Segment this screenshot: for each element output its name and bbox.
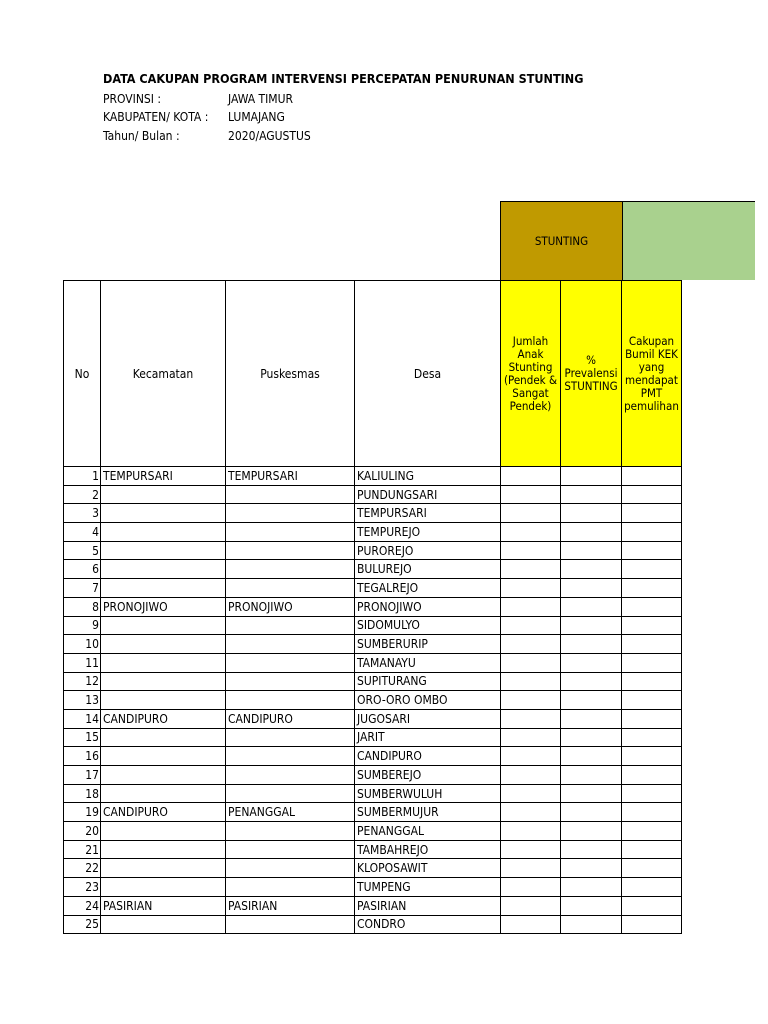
table-row xyxy=(64,597,682,616)
table-row xyxy=(64,653,682,672)
cell-prevalensi[interactable] xyxy=(561,840,622,859)
cell-prevalensi[interactable] xyxy=(561,728,622,747)
cell-jumlah[interactable] xyxy=(501,859,561,878)
cell-jumlah[interactable] xyxy=(501,747,561,766)
table-row xyxy=(64,766,682,785)
cell-prevalensi[interactable] xyxy=(561,672,622,691)
cell-cakupan[interactable] xyxy=(622,653,682,672)
cell-cakupan[interactable] xyxy=(622,859,682,878)
cell-kecamatan[interactable] xyxy=(101,579,226,598)
cell-kecamatan[interactable]: PRONOJIWO xyxy=(101,597,226,616)
cell-jumlah[interactable] xyxy=(501,822,561,841)
cell-no[interactable]: 23 xyxy=(64,878,101,897)
cell-jumlah[interactable] xyxy=(501,635,561,654)
stunting-group-header[interactable] xyxy=(500,201,622,280)
cell-desa[interactable]: TUMPENG xyxy=(355,878,501,897)
cell-no[interactable]: 5 xyxy=(64,541,101,560)
cell-puskesmas[interactable] xyxy=(226,653,355,672)
tahun-value: 2020/AGUSTUS xyxy=(228,129,311,143)
cell-jumlah[interactable] xyxy=(501,560,561,579)
cell-puskesmas[interactable]: PASIRIAN xyxy=(226,896,355,915)
table-row xyxy=(64,691,682,710)
cell-cakupan[interactable] xyxy=(622,728,682,747)
cell-kecamatan[interactable] xyxy=(101,766,226,785)
provinsi-value: JAWA TIMUR xyxy=(228,92,294,106)
cell-prevalensi[interactable] xyxy=(561,579,622,598)
cell-prevalensi[interactable] xyxy=(561,878,622,897)
cell-kecamatan[interactable] xyxy=(101,859,226,878)
cell-desa[interactable]: KALIULING xyxy=(355,467,501,486)
cell-prevalensi[interactable] xyxy=(561,915,622,934)
cell-puskesmas[interactable]: PRONOJIWO xyxy=(226,597,355,616)
cell-cakupan[interactable] xyxy=(622,579,682,598)
cell-no[interactable]: 4 xyxy=(64,523,101,542)
cell-kecamatan[interactable] xyxy=(101,635,226,654)
cell-cakupan[interactable] xyxy=(622,766,682,785)
cell-no[interactable]: 24 xyxy=(64,896,101,915)
cell-prevalensi[interactable] xyxy=(561,467,622,486)
cell-desa[interactable]: PUNDUNGSARI xyxy=(355,485,501,504)
table-row xyxy=(64,896,682,915)
cell-puskesmas[interactable]: PENANGGAL xyxy=(226,803,355,822)
cell-puskesmas[interactable]: TEMPURSARI xyxy=(226,467,355,486)
cell-puskesmas[interactable] xyxy=(226,840,355,859)
table-row xyxy=(64,672,682,691)
green-group-header[interactable] xyxy=(622,201,755,280)
cell-jumlah[interactable] xyxy=(501,616,561,635)
cell-kecamatan[interactable] xyxy=(101,840,226,859)
cell-desa[interactable]: TEMPUREJO xyxy=(355,523,501,542)
cell-jumlah[interactable] xyxy=(501,467,561,486)
cell-jumlah[interactable] xyxy=(501,504,561,523)
cell-puskesmas[interactable] xyxy=(226,784,355,803)
table-row xyxy=(64,635,682,654)
cell-prevalensi[interactable] xyxy=(561,822,622,841)
cell-desa[interactable]: SUMBEREJO xyxy=(355,766,501,785)
cell-cakupan[interactable] xyxy=(622,560,682,579)
cell-cakupan[interactable] xyxy=(622,467,682,486)
cell-puskesmas[interactable] xyxy=(226,579,355,598)
kabupaten-line xyxy=(103,110,285,125)
table-row xyxy=(64,560,682,579)
cell-no[interactable]: 14 xyxy=(64,709,101,728)
cell-jumlah[interactable] xyxy=(501,915,561,934)
cell-no[interactable]: 22 xyxy=(64,859,101,878)
tahun-line xyxy=(103,129,311,144)
cell-jumlah[interactable] xyxy=(501,597,561,616)
cell-kecamatan[interactable] xyxy=(101,878,226,897)
cell-no[interactable]: 10 xyxy=(64,635,101,654)
cell-desa[interactable]: CANDIPURO xyxy=(355,747,501,766)
kabupaten-value: LUMAJANG xyxy=(228,110,285,124)
cell-no[interactable]: 25 xyxy=(64,915,101,934)
cell-jumlah[interactable] xyxy=(501,672,561,691)
cell-jumlah[interactable] xyxy=(501,653,561,672)
cell-desa[interactable]: TEGALREJO xyxy=(355,579,501,598)
cell-cakupan[interactable] xyxy=(622,672,682,691)
header-kecamatan[interactable]: Kecamatan xyxy=(101,281,226,467)
table-row xyxy=(64,709,682,728)
cell-no[interactable]: 1 xyxy=(64,467,101,486)
cell-no[interactable]: 18 xyxy=(64,784,101,803)
cell-no[interactable]: 19 xyxy=(64,803,101,822)
cell-no[interactable]: 16 xyxy=(64,747,101,766)
cell-jumlah[interactable] xyxy=(501,803,561,822)
table-row xyxy=(64,504,682,523)
cell-kecamatan[interactable]: TEMPURSARI xyxy=(101,467,226,486)
cell-desa[interactable]: JARIT xyxy=(355,728,501,747)
cell-desa[interactable]: PASIRIAN xyxy=(355,896,501,915)
cell-prevalensi[interactable] xyxy=(561,616,622,635)
cell-cakupan[interactable] xyxy=(622,691,682,710)
cell-kecamatan[interactable] xyxy=(101,784,226,803)
cell-no[interactable]: 6 xyxy=(64,560,101,579)
cell-desa[interactable]: SUMBERURIP xyxy=(355,635,501,654)
cell-kecamatan[interactable]: CANDIPURO xyxy=(101,803,226,822)
cell-desa[interactable]: TEMPURSARI xyxy=(355,504,501,523)
cell-desa[interactable]: SUPITURANG xyxy=(355,672,501,691)
cell-cakupan[interactable] xyxy=(622,541,682,560)
cell-prevalensi[interactable] xyxy=(561,485,622,504)
cell-no[interactable]: 3 xyxy=(64,504,101,523)
cell-kecamatan[interactable] xyxy=(101,747,226,766)
cell-cakupan[interactable] xyxy=(622,896,682,915)
cell-puskesmas[interactable] xyxy=(226,504,355,523)
cell-desa[interactable]: BULUREJO xyxy=(355,560,501,579)
table-row xyxy=(64,747,682,766)
cell-cakupan[interactable] xyxy=(622,803,682,822)
cell-desa[interactable]: JUGOSARI xyxy=(355,709,501,728)
cell-jumlah[interactable] xyxy=(501,728,561,747)
cell-puskesmas[interactable] xyxy=(226,859,355,878)
table-header-row xyxy=(64,281,682,467)
cell-kecamatan[interactable] xyxy=(101,541,226,560)
cell-kecamatan[interactable] xyxy=(101,691,226,710)
cell-jumlah[interactable] xyxy=(501,784,561,803)
table-row xyxy=(64,840,682,859)
table-row xyxy=(64,579,682,598)
cell-cakupan[interactable] xyxy=(622,485,682,504)
cell-desa[interactable]: SUMBERMUJUR xyxy=(355,803,501,822)
table-row xyxy=(64,784,682,803)
cell-kecamatan[interactable] xyxy=(101,616,226,635)
stunting-group-label: STUNTING xyxy=(534,234,589,248)
cell-puskesmas[interactable] xyxy=(226,560,355,579)
table-row xyxy=(64,523,682,542)
header-cakupan-bumil-kek[interactable]: Cakupan Bumil KEK yang mendapat PMT pemulihan xyxy=(622,281,682,467)
table-row xyxy=(64,859,682,878)
cell-puskesmas[interactable] xyxy=(226,822,355,841)
cell-cakupan[interactable] xyxy=(622,504,682,523)
cell-prevalensi[interactable] xyxy=(561,803,622,822)
cell-no[interactable]: 20 xyxy=(64,822,101,841)
cell-prevalensi[interactable] xyxy=(561,635,622,654)
cell-puskesmas[interactable] xyxy=(226,747,355,766)
cell-jumlah[interactable] xyxy=(501,541,561,560)
cell-prevalensi[interactable] xyxy=(561,709,622,728)
cell-kecamatan[interactable] xyxy=(101,504,226,523)
cell-kecamatan[interactable] xyxy=(101,728,226,747)
cell-desa[interactable]: TAMANAYU xyxy=(355,653,501,672)
cell-prevalensi[interactable] xyxy=(561,784,622,803)
cell-kecamatan[interactable] xyxy=(101,653,226,672)
cell-cakupan[interactable] xyxy=(622,709,682,728)
header-puskesmas[interactable]: Puskesmas xyxy=(226,281,355,467)
document-title: DATA CAKUPAN PROGRAM INTERVENSI PERCEPATAN PENURUNAN STUNTING xyxy=(103,71,584,86)
cell-no[interactable]: 7 xyxy=(64,579,101,598)
cell-prevalensi[interactable] xyxy=(561,747,622,766)
cell-puskesmas[interactable]: CANDIPURO xyxy=(226,709,355,728)
cell-kecamatan[interactable]: PASIRIAN xyxy=(101,896,226,915)
table-row xyxy=(64,541,682,560)
table-row xyxy=(64,803,682,822)
cell-puskesmas[interactable] xyxy=(226,541,355,560)
cell-no[interactable]: 2 xyxy=(64,485,101,504)
cell-cakupan[interactable] xyxy=(622,915,682,934)
cell-no[interactable]: 13 xyxy=(64,691,101,710)
cell-kecamatan[interactable] xyxy=(101,523,226,542)
cell-puskesmas[interactable] xyxy=(226,878,355,897)
table-row xyxy=(64,915,682,934)
cell-kecamatan[interactable] xyxy=(101,915,226,934)
cell-desa[interactable]: PENANGGAL xyxy=(355,822,501,841)
cell-cakupan[interactable] xyxy=(622,747,682,766)
cell-no[interactable]: 9 xyxy=(64,616,101,635)
tahun-label: Tahun/ Bulan : xyxy=(103,129,180,143)
cell-prevalensi[interactable] xyxy=(561,691,622,710)
cell-no[interactable]: 11 xyxy=(64,653,101,672)
cell-cakupan[interactable] xyxy=(622,840,682,859)
table-row xyxy=(64,878,682,897)
cell-kecamatan[interactable] xyxy=(101,822,226,841)
cell-no[interactable]: 21 xyxy=(64,840,101,859)
data-table xyxy=(63,280,682,934)
provinsi-line xyxy=(103,92,294,107)
table-row xyxy=(64,822,682,841)
cell-kecamatan[interactable] xyxy=(101,560,226,579)
cell-jumlah[interactable] xyxy=(501,691,561,710)
table-row xyxy=(64,485,682,504)
cell-puskesmas[interactable] xyxy=(226,728,355,747)
cell-cakupan[interactable] xyxy=(622,878,682,897)
cell-desa[interactable]: SIDOMULYO xyxy=(355,616,501,635)
cell-prevalensi[interactable] xyxy=(561,653,622,672)
header-jumlah-anak-stunting[interactable]: Jumlah Anak Stunting (Pendek & Sangat Pendek) xyxy=(501,281,561,467)
cell-puskesmas[interactable] xyxy=(226,672,355,691)
cell-kecamatan[interactable] xyxy=(101,672,226,691)
cell-desa[interactable]: SUMBERWULUH xyxy=(355,784,501,803)
cell-desa[interactable]: KLOPOSAWIT xyxy=(355,859,501,878)
kabupaten-label: KABUPATEN/ KOTA : xyxy=(103,110,209,124)
cell-puskesmas[interactable] xyxy=(226,766,355,785)
cell-jumlah[interactable] xyxy=(501,878,561,897)
header-prevalensi-stunting[interactable]: % Prevalensi STUNTING xyxy=(561,281,622,467)
table-row xyxy=(64,728,682,747)
cell-puskesmas[interactable] xyxy=(226,635,355,654)
cell-prevalensi[interactable] xyxy=(561,597,622,616)
cell-puskesmas[interactable] xyxy=(226,915,355,934)
cell-prevalensi[interactable] xyxy=(561,541,622,560)
cell-puskesmas[interactable] xyxy=(226,523,355,542)
cell-puskesmas[interactable] xyxy=(226,485,355,504)
cell-no[interactable]: 12 xyxy=(64,672,101,691)
header-desa[interactable]: Desa xyxy=(355,281,501,467)
cell-jumlah[interactable] xyxy=(501,840,561,859)
cell-cakupan[interactable] xyxy=(622,616,682,635)
cell-desa[interactable]: TAMBAHREJO xyxy=(355,840,501,859)
provinsi-label: PROVINSI : xyxy=(103,92,162,106)
cell-kecamatan[interactable]: CANDIPURO xyxy=(101,709,226,728)
cell-prevalensi[interactable] xyxy=(561,560,622,579)
cell-cakupan[interactable] xyxy=(622,523,682,542)
table-row xyxy=(64,467,682,486)
cell-prevalensi[interactable] xyxy=(561,766,622,785)
cell-cakupan[interactable] xyxy=(622,784,682,803)
cell-puskesmas[interactable] xyxy=(226,616,355,635)
cell-cakupan[interactable] xyxy=(622,597,682,616)
cell-cakupan[interactable] xyxy=(622,822,682,841)
cell-jumlah[interactable] xyxy=(501,523,561,542)
cell-no[interactable]: 8 xyxy=(64,597,101,616)
cell-desa[interactable]: PRONOJIWO xyxy=(355,597,501,616)
cell-no[interactable]: 15 xyxy=(64,728,101,747)
header-no[interactable]: No xyxy=(64,281,101,467)
cell-jumlah[interactable] xyxy=(501,579,561,598)
cell-desa[interactable]: ORO-ORO OMBO xyxy=(355,691,501,710)
cell-jumlah[interactable] xyxy=(501,896,561,915)
cell-prevalensi[interactable] xyxy=(561,859,622,878)
cell-no[interactable]: 17 xyxy=(64,766,101,785)
cell-jumlah[interactable] xyxy=(501,485,561,504)
table-row xyxy=(64,616,682,635)
cell-prevalensi[interactable] xyxy=(561,504,622,523)
cell-jumlah[interactable] xyxy=(501,709,561,728)
cell-jumlah[interactable] xyxy=(501,766,561,785)
cell-kecamatan[interactable] xyxy=(101,485,226,504)
cell-puskesmas[interactable] xyxy=(226,691,355,710)
cell-prevalensi[interactable] xyxy=(561,896,622,915)
cell-cakupan[interactable] xyxy=(622,635,682,654)
cell-desa[interactable]: PUROREJO xyxy=(355,541,501,560)
cell-desa[interactable]: CONDRO xyxy=(355,915,501,934)
cell-prevalensi[interactable] xyxy=(561,523,622,542)
